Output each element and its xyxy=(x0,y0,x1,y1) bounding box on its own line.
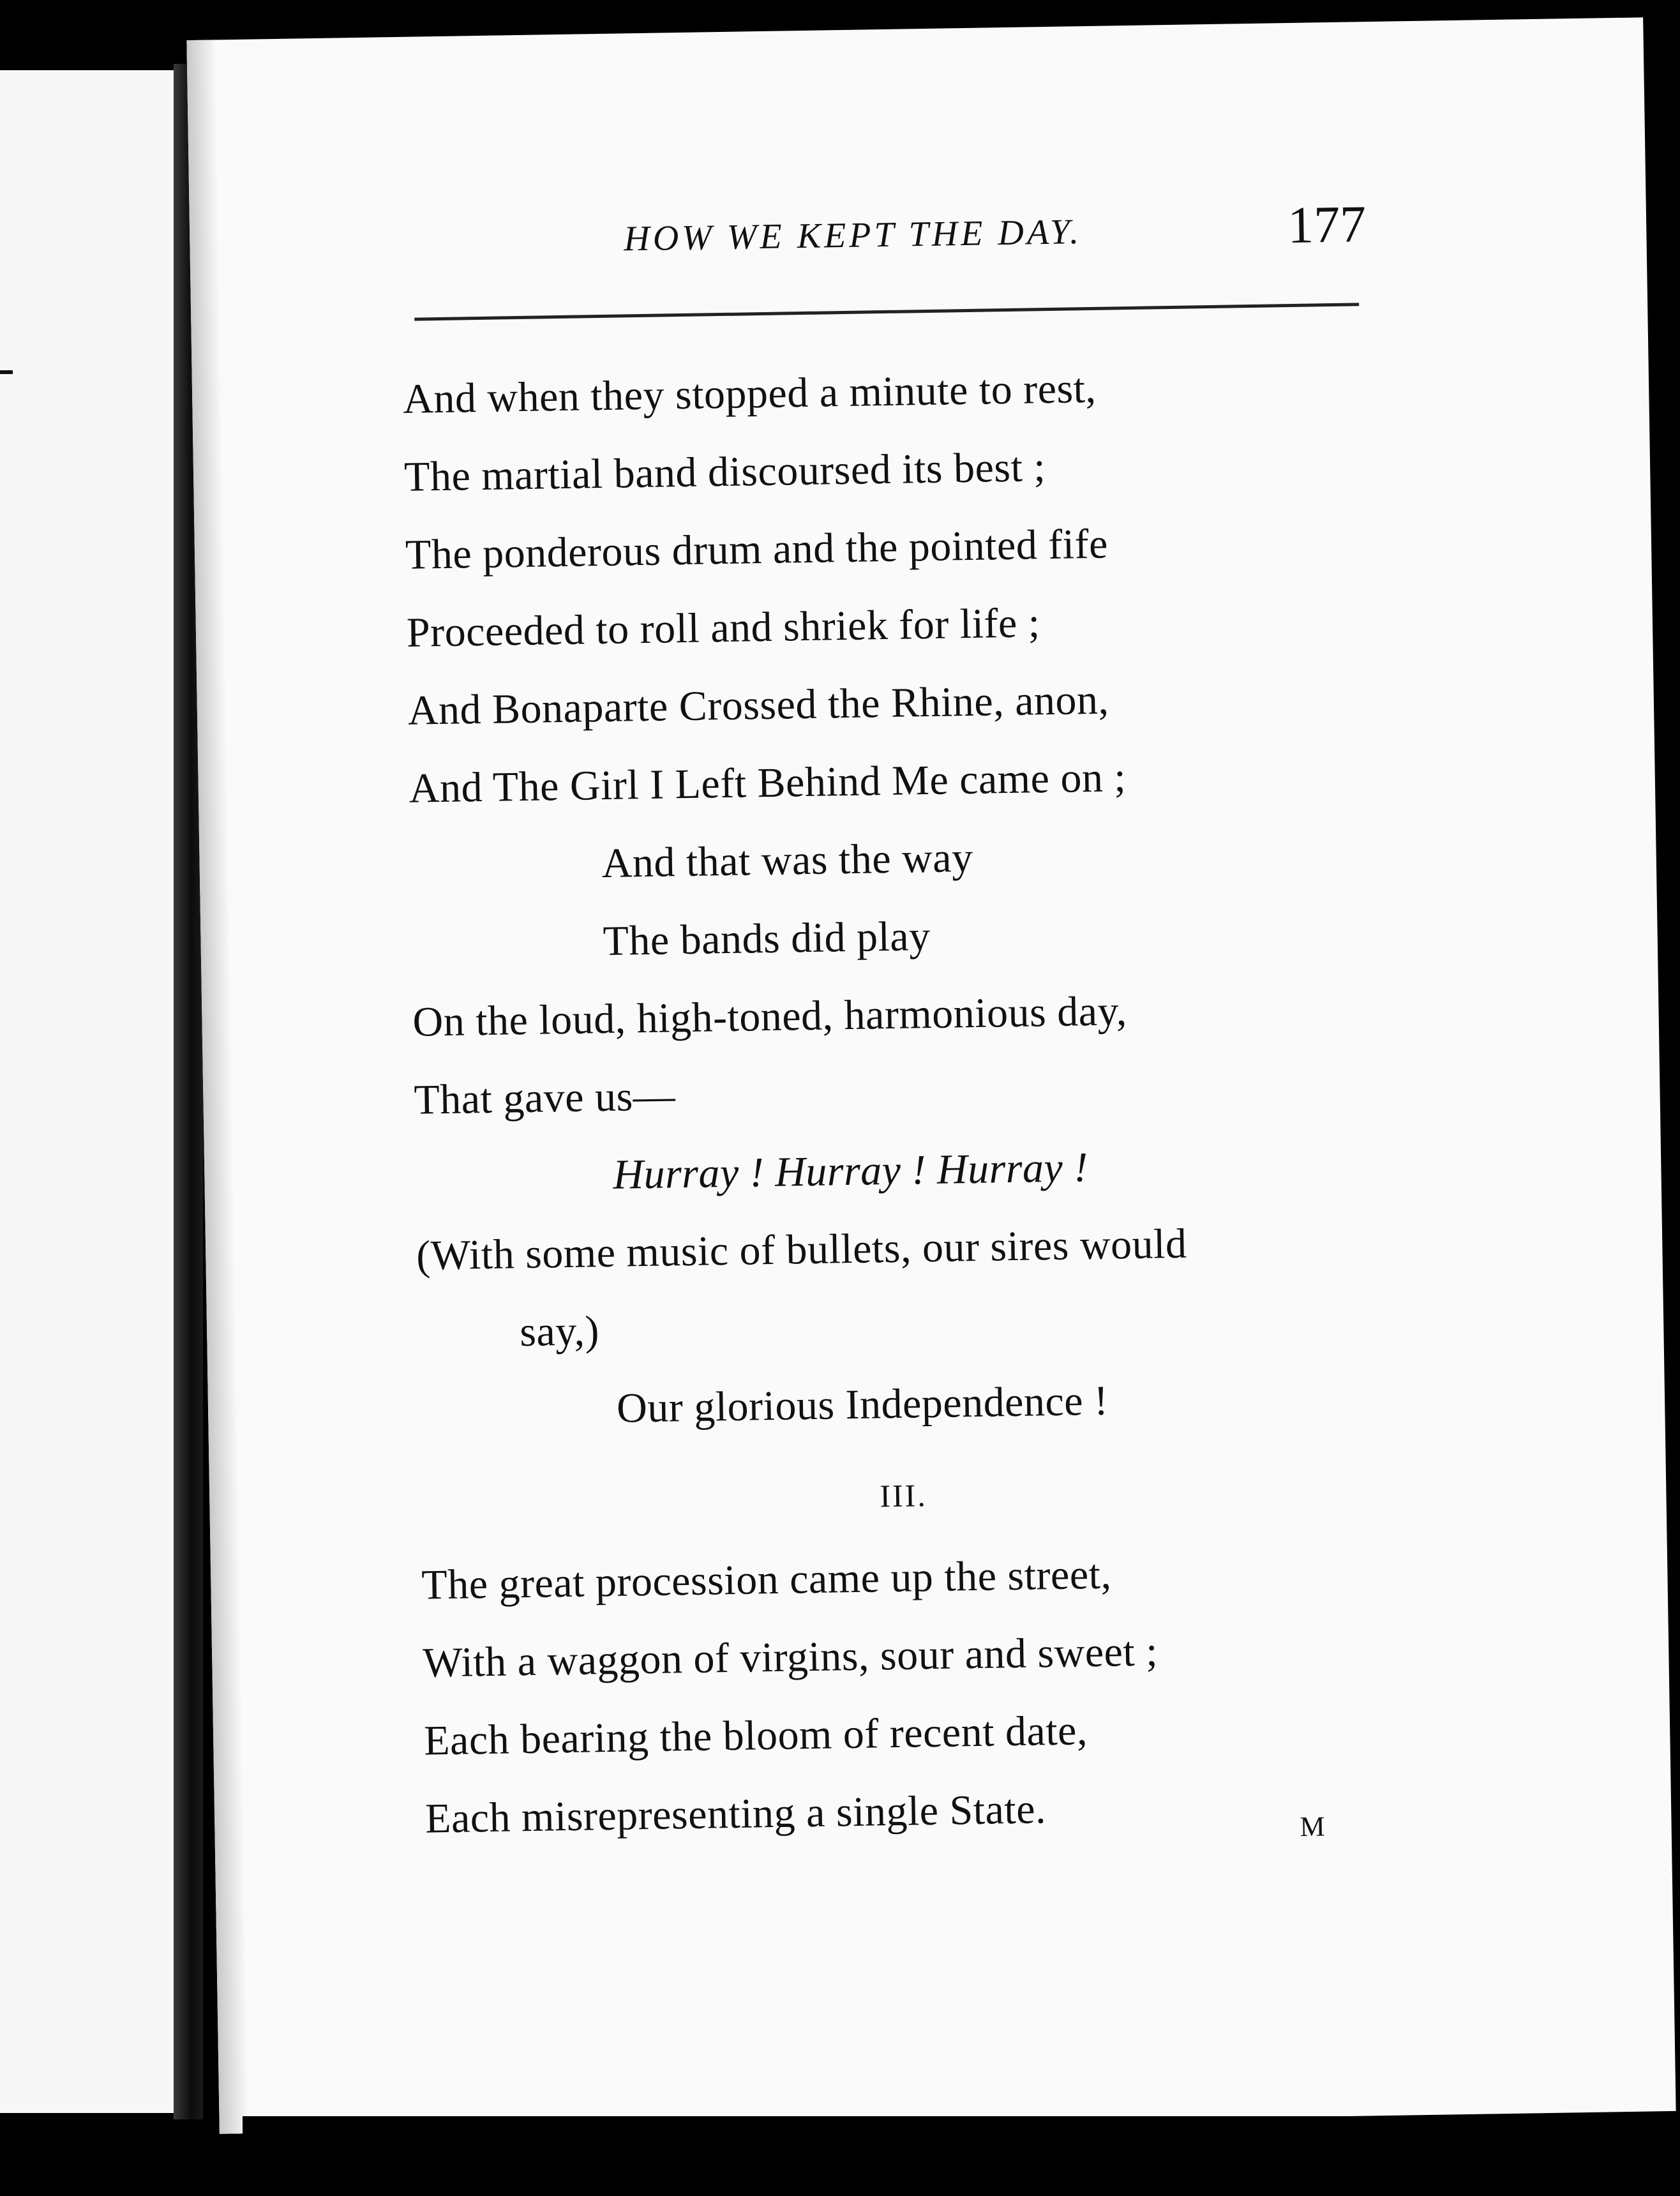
scan-bottom-edge xyxy=(243,2116,1660,2161)
signature-mark: M xyxy=(1300,1810,1326,1843)
header-rule xyxy=(414,303,1359,320)
poem-line: And Bonaparte Crossed the Rhine, anon, xyxy=(407,676,1109,734)
poem-line: Each misrepresenting a single State. xyxy=(424,1786,1047,1842)
page-number: 177 xyxy=(1287,195,1367,255)
poem-line: The great procession came up the street, xyxy=(421,1551,1112,1609)
left-page-mark xyxy=(0,370,13,374)
running-title: HOW WE KEPT THE DAY. xyxy=(623,212,1083,259)
poem-line: The ponderous drum and the pointed fife xyxy=(405,520,1109,578)
poem-line: Proceeded to roll and shriek for life ; xyxy=(406,599,1041,656)
poem-line: And when they stopped a minute to rest, xyxy=(402,365,1097,423)
section-number: III. xyxy=(879,1477,928,1514)
poem-line: And that was the way xyxy=(601,834,974,887)
poem-line: say,) xyxy=(519,1307,600,1356)
poem-line: The martial band discoursed its best ; xyxy=(403,444,1046,500)
book-page xyxy=(186,17,1676,2133)
poem-line: The bands did play xyxy=(603,912,931,965)
poem-line: With a waggon of virgins, sour and sweet ; xyxy=(422,1628,1159,1687)
left-facing-page xyxy=(0,70,174,2113)
poem-line-refrain: Hurray ! Hurray ! Hurray ! xyxy=(612,1144,1089,1198)
poem-line: Our glorious Independence ! xyxy=(616,1377,1109,1432)
poem-line: And The Girl I Left Behind Me came on ; xyxy=(409,754,1127,812)
poem-line: On the loud, high-toned, harmonious day, xyxy=(412,988,1128,1046)
poem-line: That gave us— xyxy=(413,1072,676,1124)
poem-line: Each bearing the bloom of recent date, xyxy=(423,1707,1088,1764)
poem-line: (With some music of bullets, our sires would xyxy=(416,1220,1187,1279)
